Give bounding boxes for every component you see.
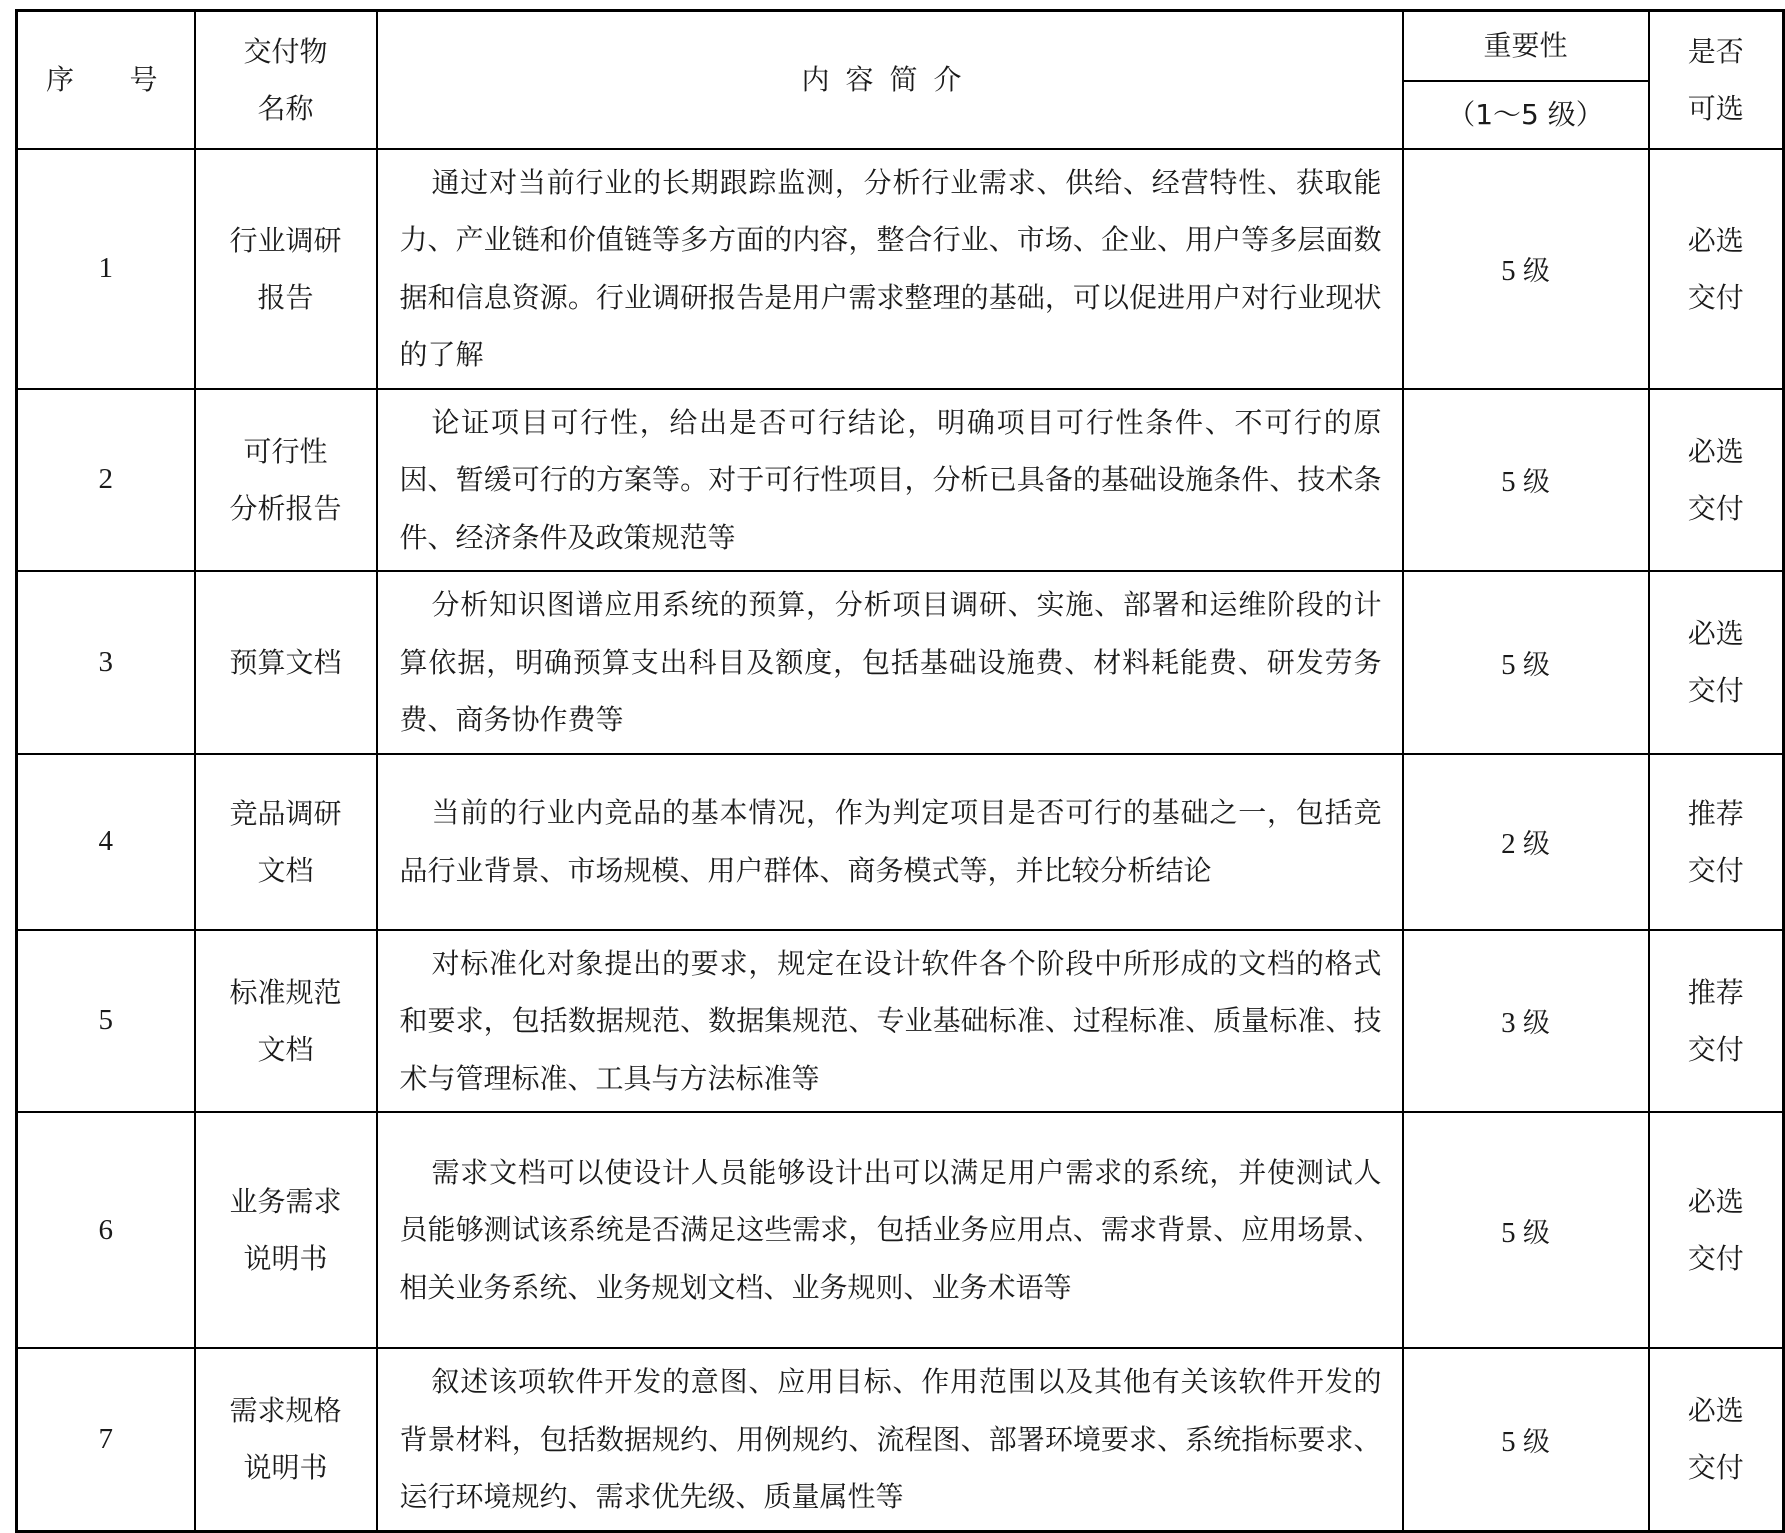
selection-status-line: 必选 (1687, 434, 1744, 468)
selection-status (1649, 930, 1784, 1113)
importance-unit: 级 (1522, 829, 1550, 860)
importance-value: 5 (1501, 648, 1516, 681)
deliverable-name (195, 571, 377, 754)
selection-status (1649, 571, 1784, 754)
importance-unit: 级 (1522, 649, 1550, 681)
deliverable-name-line: 文档 (257, 853, 314, 887)
importance-unit: 级 (1522, 1008, 1550, 1040)
importance-value: 3 (1501, 1007, 1516, 1040)
selection-status (1649, 1348, 1784, 1531)
table-row (17, 930, 1784, 1113)
header-name (195, 11, 377, 149)
importance-value: 5 (1501, 1216, 1516, 1249)
deliverable-description: 叙述该项软件开发的意图、应用目标、作用范围以及其他有关该软件开发的背景材料，包括数据规约、用例规约、流程图、部署环境要求、系统指标要求、运行环境规约、需求优先级、质量属性等 (377, 1348, 1403, 1531)
deliverable-name-line: 行业调研 (229, 223, 342, 257)
table-row (17, 754, 1784, 930)
importance-value: 5 (1501, 466, 1516, 499)
header-importance-line1: 重要性 (1483, 28, 1568, 62)
header-optional-line1: 是否 (1687, 34, 1744, 68)
selection-status-line: 必选 (1687, 617, 1744, 651)
header-content-label: 内容简介 (801, 62, 978, 96)
deliverable-description: 需求文档可以使设计人员能够设计出可以满足用户需求的系统，并使测试人员能够测试该系统是否满足这些需求，包括业务应用点、需求背景、应用场景、相关业务系统、业务规划文档、业务规则、业务术语等 (377, 1112, 1403, 1348)
importance-level (1403, 1112, 1649, 1348)
table-body (17, 149, 1784, 1532)
selection-status-line: 必选 (1687, 223, 1744, 257)
selection-status (1649, 149, 1784, 389)
row-number: 5 (17, 930, 195, 1113)
table-row (17, 571, 1784, 754)
deliverable-name (195, 1348, 377, 1531)
header-seq-left: 序 (46, 62, 75, 96)
selection-status-line: 必选 (1687, 1394, 1744, 1428)
importance-unit: 级 (1522, 256, 1550, 287)
deliverable-name-line: 标准规范 (229, 975, 342, 1009)
table-header (17, 11, 1784, 149)
deliverable-name-line: 业务需求 (229, 1185, 342, 1218)
header-optional-line2: 可选 (1687, 91, 1744, 125)
header-content (377, 11, 1403, 149)
selection-status-line: 交付 (1687, 491, 1744, 525)
importance-level (1403, 149, 1649, 389)
importance-unit: 级 (1522, 1217, 1550, 1249)
selection-status-line: 交付 (1687, 1451, 1744, 1485)
selection-status (1649, 1112, 1784, 1348)
deliverable-name-line: 说明书 (243, 1242, 328, 1275)
deliverable-name-line: 报告 (257, 280, 314, 314)
deliverable-name-line: 分析报告 (229, 491, 342, 525)
selection-status-line: 交付 (1687, 280, 1744, 314)
selection-status-line: 交付 (1687, 1032, 1744, 1066)
deliverable-description: 论证项目可行性，给出是否可行结论，明确项目可行性条件、不可行的原因、暂缓可行的方案等。对于可行性项目，分析已具备的基础设施条件、技术条件、经济条件及政策规范等 (377, 389, 1403, 572)
selection-status (1649, 754, 1784, 930)
importance-level (1403, 930, 1649, 1113)
header-optional (1649, 11, 1784, 149)
selection-status-line: 交付 (1687, 1242, 1744, 1275)
deliverable-name-line: 需求规格 (229, 1394, 342, 1428)
row-number: 2 (17, 389, 195, 572)
importance-level (1403, 754, 1649, 930)
selection-status-line: 推荐 (1687, 796, 1744, 830)
header-importance-top (1403, 11, 1649, 81)
deliverable-description: 分析知识图谱应用系统的预算，分析项目调研、实施、部署和运维阶段的计算依据，明确预算支出科目及额度，包括基础设施费、材料耗能费、研发劳务费、商务协作费等 (377, 571, 1403, 754)
importance-level (1403, 389, 1649, 572)
deliverables-table (15, 9, 1785, 1533)
header-name-line1: 交付物 (243, 34, 328, 68)
table-row (17, 1112, 1784, 1348)
row-number: 7 (17, 1348, 195, 1531)
importance-value: 5 (1501, 255, 1516, 287)
selection-status-line: 交付 (1687, 853, 1744, 887)
selection-status-line: 推荐 (1687, 975, 1744, 1009)
row-number: 1 (17, 149, 195, 389)
table-row (17, 389, 1784, 572)
deliverable-name-line: 文档 (257, 1032, 314, 1066)
table-row (17, 149, 1784, 389)
importance-level (1403, 1348, 1649, 1531)
header-seq (17, 11, 195, 149)
deliverable-name-line: 可行性 (243, 434, 328, 468)
deliverable-name (195, 754, 377, 930)
deliverable-name (195, 930, 377, 1113)
row-number: 3 (17, 571, 195, 754)
deliverable-name-line: 说明书 (243, 1451, 328, 1485)
importance-value: 2 (1501, 828, 1516, 860)
deliverable-description: 通过对当前行业的长期跟踪监测，分析行业需求、供给、经营特性、获取能力、产业链和价值链等多方面的内容，整合行业、市场、企业、用户等多层面数据和信息资源。行业调研报告是用户需求整理的基础，可以促进用户对行业现状的了解 (377, 149, 1403, 389)
importance-level (1403, 571, 1649, 754)
importance-unit: 级 (1522, 467, 1550, 499)
deliverable-description: 对标准化对象提出的要求，规定在设计软件各个阶段中所形成的文档的格式和要求，包括数据规范、数据集规范、专业基础标准、过程标准、质量标准、技术与管理标准、工具与方法标准等 (377, 930, 1403, 1113)
deliverable-name (195, 149, 377, 389)
header-name-line2: 名称 (257, 91, 314, 125)
selection-status-line: 必选 (1687, 1185, 1744, 1218)
row-number: 6 (17, 1112, 195, 1348)
header-importance-bottom (1403, 81, 1649, 149)
selection-status (1649, 389, 1784, 572)
deliverable-description: 当前的行业内竞品的基本情况，作为判定项目是否可行的基础之一，包括竞品行业背景、市场规模、用户群体、商务模式等，并比较分析结论 (377, 754, 1403, 930)
deliverable-name-line: 竞品调研 (229, 796, 342, 830)
header-seq-right: 号 (129, 62, 158, 96)
header-importance-line2: （1～5 级） (1447, 97, 1604, 131)
importance-unit: 级 (1522, 1426, 1550, 1458)
row-number: 4 (17, 754, 195, 930)
importance-value: 5 (1501, 1425, 1516, 1458)
selection-status-line: 交付 (1687, 674, 1744, 708)
table-row (17, 1348, 1784, 1531)
deliverable-name (195, 389, 377, 572)
deliverable-name (195, 1112, 377, 1348)
deliverable-name-line: 预算文档 (229, 645, 342, 679)
